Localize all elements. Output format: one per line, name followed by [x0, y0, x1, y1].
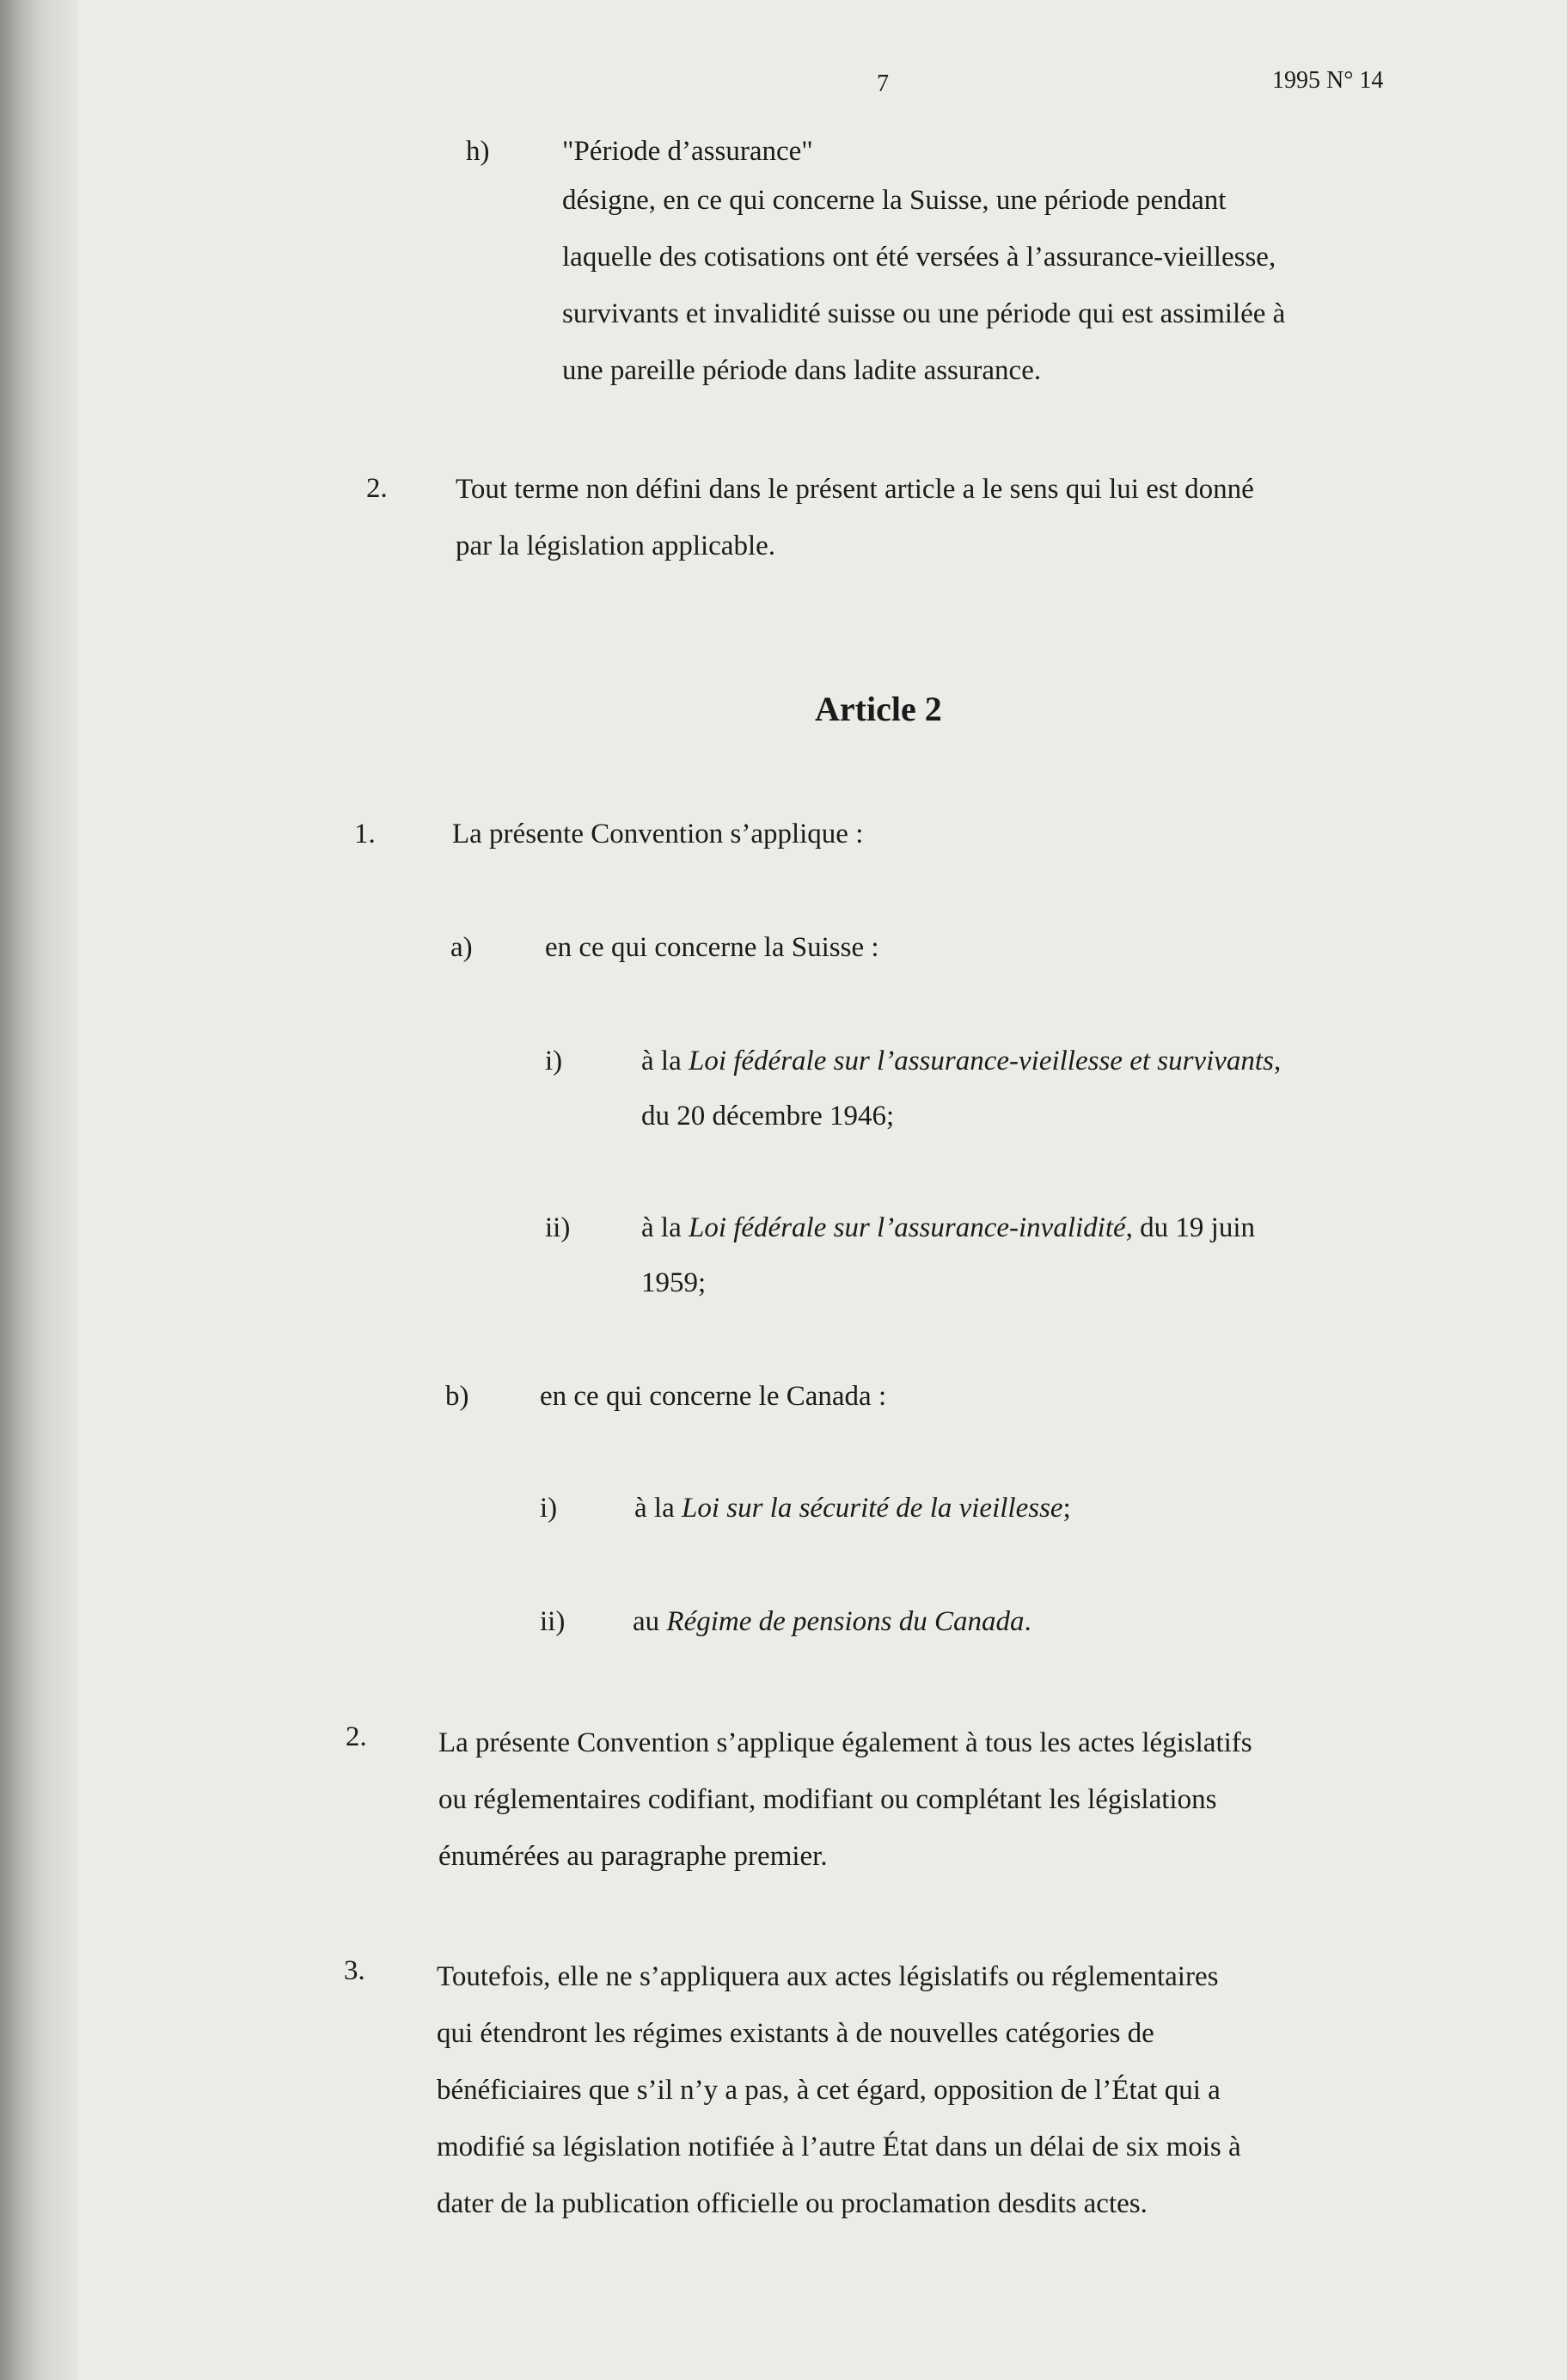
- paragraph-number: 3.: [344, 1955, 365, 1986]
- subitem-text: en ce qui concerne la Suisse :: [545, 932, 879, 963]
- paragraph-line: Toutefois, elle ne s’appliquera aux actes législatifs ou réglementaires: [437, 1961, 1219, 1992]
- paragraph-line: énumérées au paragraphe premier.: [438, 1841, 828, 1872]
- law-reference: à la Loi fédérale sur l’assurance-vieillesse et survivants,: [641, 1046, 1282, 1077]
- article-title: Article 2: [815, 690, 942, 728]
- page-binding-shadow: [0, 0, 77, 2380]
- paragraph-line: Tout terme non défini dans le présent article a le sens qui lui est donné: [456, 474, 1254, 505]
- subitem-marker-a: a): [450, 932, 473, 963]
- document-reference: 1995 N° 14: [1272, 67, 1384, 94]
- paragraph-line: bénéficiaires que s’il n’y a pas, à cet égard, opposition de l’État qui a: [437, 2075, 1221, 2106]
- definition-line: survivants et invalidité suisse ou une période qui est assimilée à: [562, 298, 1286, 329]
- paragraph-line: modifié sa législation notifiée à l’autre État dans un délai de six mois à: [437, 2132, 1241, 2162]
- paragraph-body: [438, 1714, 1487, 1885]
- paragraph-body: [456, 461, 1487, 574]
- law-title: Loi fédérale sur l’assurance-invalidité: [688, 1212, 1126, 1243]
- law-reference: à la Loi fédérale sur l’assurance-invalidité, du 19 juin: [641, 1212, 1255, 1243]
- paragraph-line: par la législation applicable.: [456, 531, 776, 561]
- law-marker: ii): [545, 1212, 571, 1243]
- law-title: Loi fédérale sur l’assurance-vieillesse et survivants: [688, 1046, 1274, 1077]
- document-page: [77, 0, 1567, 2380]
- definition-line: désigne, en ce qui concerne la Suisse, une période pendant: [562, 185, 1227, 216]
- definition-line: une pareille période dans ladite assurance.: [562, 355, 1042, 386]
- paragraph-number: 2.: [346, 1721, 367, 1752]
- law-date: du 20 décembre 1946;: [641, 1101, 895, 1132]
- law-title: Loi sur la sécurité de la vieillesse: [681, 1493, 1063, 1524]
- paragraph-line: ou réglementaires codifiant, modifiant ou complétant les législations: [438, 1784, 1217, 1815]
- subitem-text: en ce qui concerne le Canada :: [540, 1381, 887, 1412]
- subitem-marker-b: b): [445, 1381, 469, 1412]
- page-number: 7: [877, 71, 889, 97]
- definition-body: [562, 172, 1508, 399]
- paragraph-line: dater de la publication officielle ou proclamation desdits actes.: [437, 2188, 1148, 2219]
- law-title: Régime de pensions du Canada: [666, 1606, 1025, 1637]
- paragraph-line: La présente Convention s’applique également à tous les actes législatifs: [438, 1727, 1252, 1758]
- paragraph-line: qui étendront les régimes existants à de nouvelles catégories de: [437, 2018, 1154, 2049]
- law-reference: au Régime de pensions du Canada.: [633, 1606, 1031, 1637]
- law-marker: i): [545, 1046, 563, 1077]
- law-marker: ii): [540, 1606, 566, 1637]
- paragraph-number: 2.: [366, 473, 388, 504]
- paragraph-text: La présente Convention s’applique :: [452, 819, 864, 850]
- definition-term: "Période d’assurance": [562, 136, 813, 167]
- paragraph-body: [437, 1948, 1494, 2232]
- law-reference: à la Loi sur la sécurité de la vieillesse;: [634, 1493, 1071, 1524]
- paragraph-number: 1.: [354, 819, 376, 850]
- definition-line: laquelle des cotisations ont été versées à l’assurance-vieillesse,: [562, 242, 1276, 273]
- law-date: 1959;: [641, 1267, 707, 1298]
- definition-marker-h: h): [466, 136, 490, 167]
- law-marker: i): [540, 1493, 558, 1524]
